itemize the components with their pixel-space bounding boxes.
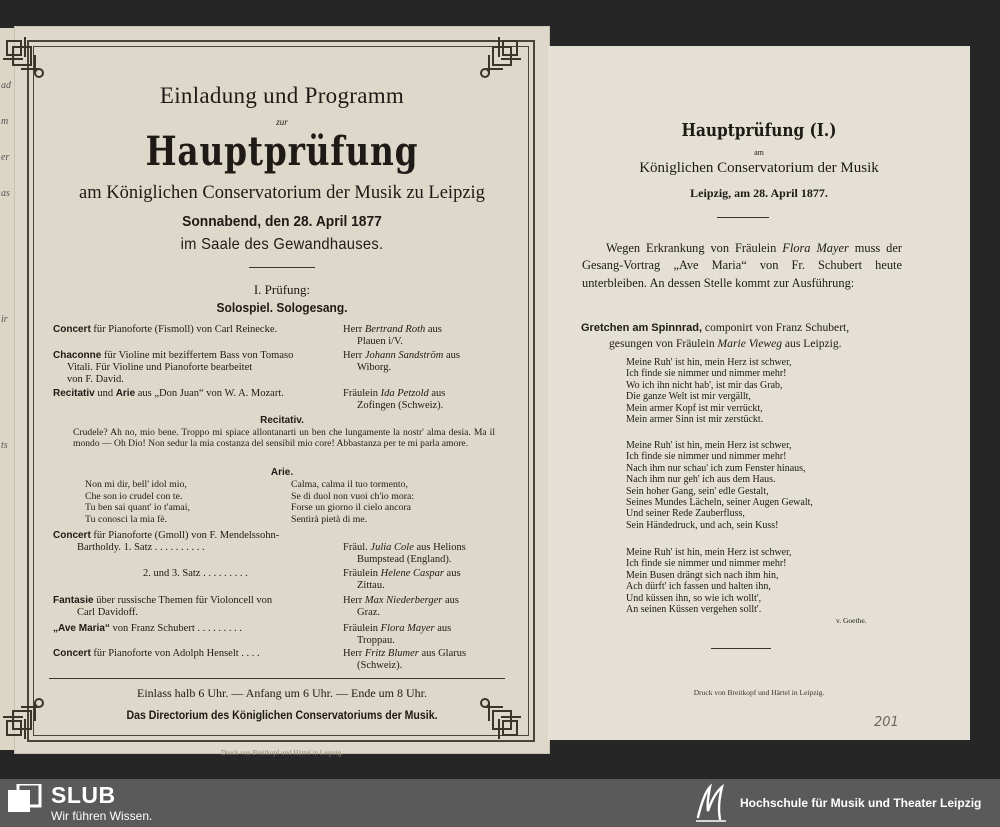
piece-description: von F. David. [67,374,124,385]
pencil-page-number: 201 [874,715,899,730]
slub-logo-icon [8,784,42,816]
poem-line: Seines Mundes Lächeln, seiner Augen Gewalt, [626,497,813,509]
ornament-corner-icon [1,695,47,741]
leader-dots: . . . . . . . . . . [154,542,205,553]
piece-description: aus „Don Juan“ von W. A. Mozart. [135,388,284,399]
performer-reinecke [343,324,495,348]
program-item-mendelssohn-2 [143,568,343,580]
piece-type: Concert [53,648,91,659]
performer-origin: Troppau. [357,635,395,646]
performer-origin: aus [443,350,460,361]
leader-dots: . . . . [241,648,260,659]
recitativ-label: Recitativ. [260,415,304,426]
am-word: am [754,148,764,157]
lyric-line: Calma, calma il tuo tormento, [291,479,408,490]
ornament-corner-icon [477,35,523,81]
poem-line: An seinen Küssen vergehen sollt'. [626,604,762,616]
performer-origin: Bumpstead (England). [357,554,452,565]
event-venue: im Saale des Gewandhauses. [180,236,384,253]
programme-page [14,26,550,757]
notice-text: muss der Gesang-Vortrag „Ave Maria“ von Fr. Schubert heute unterbleiben. An dessen Stelle kommt zur Ausführung: [582,241,902,290]
performer-name: Ida Petzold [380,388,429,399]
performer-origin: aus Glarus [418,648,467,659]
performer-title: Fräul. [343,542,371,553]
piece-description: für Pianoforte (Fismoll) von Carl Reinecke. [90,324,278,335]
leader-dots: . . . . . . . . . [197,623,242,634]
illness-notice [582,240,902,292]
piece-description: Carl Davidoff. [77,607,139,618]
poem-line: Sein Händedruck, und ach, sein Kuss! [626,519,779,531]
printer-line: Druck von Breitkopf und Härtel in Leipzig. [693,688,825,697]
hmt-logo-icon [692,781,730,825]
piece-type: „Ave Maria“ [53,623,110,634]
performer-origin: Zittau. [357,580,385,591]
performer-henselt [343,648,498,672]
notice-title: Hauptprüfung (I.) [681,120,837,141]
edge-letters: ts [1,440,8,451]
notice-date: Leipzig, am 28. April 1877. [690,186,828,200]
performer-origin: aus [443,568,461,579]
program-item-henselt [53,648,345,660]
lyric-line: Non mi dir, bell' idol mio, [85,479,187,490]
lyric-line: Che son io crudel con te. [85,490,183,502]
slub-tagline: Wir führen Wissen. [51,809,153,823]
performer-mendelssohn-1 [343,542,498,566]
notice-institution: Königlichen Conservatorium der Musik [639,160,879,176]
performer-mozart [343,388,495,412]
invitation-heading: Einladung und Programm [159,83,405,108]
piece-description: für Pianoforte von Adolph Henselt [90,648,239,659]
performer-origin: Wiborg. [357,362,392,373]
poem-line: Nach ihm nur schau' ich zum Fenster hinaus, [626,462,806,474]
piece-type: Concert [53,324,91,335]
event-times: Einlass halb 6 Uhr. — Anfang um 6 Uhr. — Ende um 8 Uhr. [137,686,427,700]
piece-type: Arie [115,388,136,399]
performer-origin: Plauen i/V. [357,336,403,347]
notice-text: Wegen Erkrankung von Fräulein [606,241,783,255]
poem-author: v. Goethe. [836,616,867,625]
performer-name: Flora Mayer [380,623,435,634]
performer-origin: aus Helions [413,542,466,553]
piece-description: Bartholdy. 1. Satz [77,542,153,553]
poem-line: Sein hoher Gang, sein' edle Gestalt, [626,485,769,497]
piece-description: über russische Themen für Violoncell von [93,595,273,606]
ornament-corner-icon [1,35,47,81]
edge-letters: as [1,188,10,199]
notice-page [548,46,970,740]
poem-stanza-2 [626,440,916,531]
exam-title: Hauptprüfung [145,128,419,175]
song-singer-text: gesungen von Fräulein [609,337,718,350]
recitativ-text: Crudele? Ah no, mio bene. Troppo mi spiace allontanarti un ben che lungamente la nostr' alma desia. Ma il mondo — Oh Dio! Non sedur la mia costanza del sensibil mio core! Abbastanza per te mi parla amore. [73,427,495,449]
performer-origin: aus [442,595,459,606]
slub-name: SLUB [51,782,116,808]
poem-stanza-3 [626,547,906,615]
divider [249,267,315,268]
performer-name: Helene Caspar [380,568,444,579]
performer-origin: Graz. [357,607,381,618]
poem-line: Wo ich ihn nicht hab', ist mir das Grab, [626,379,783,391]
poem-line: Mein armer Sinn ist mir zerstückt. [626,414,764,426]
edge-letters: ad [1,80,11,91]
piece-description: 2. und 3. Satz [143,568,201,579]
performer-name: Marie Vieweg [717,337,783,350]
performer-title: Herr [343,324,365,335]
performer-avemaria [343,623,498,647]
piece-description: für Violine mit beziffertem Bass von Tomaso [101,350,294,361]
leader-dots: . . . . . . . . . [203,568,248,579]
performer-origin: aus [434,623,452,634]
program-item-mendelssohn [53,530,353,554]
poem-line: Mein Busen drängt sich nach ihm hin, [626,569,779,581]
performer-origin: Zofingen (Schweiz). [357,400,444,411]
performer-name: Julia Cole [370,542,414,553]
performer-title: Fräulein [343,568,381,579]
piece-description: von Franz Schubert [109,623,195,634]
directorium-signature: Das Directorium des Königlichen Conservatoriums der Musik. [126,708,438,722]
performer-name: Johann Sandström [364,350,444,361]
zur-word: zur [276,117,288,127]
poem-line: Ich finde sie nimmer und nimmer mehr! [626,558,787,570]
performer-title: Herr [343,595,365,606]
piece-type: Concert [53,530,91,541]
event-date: Sonnabend, den 28. April 1877 [182,213,382,230]
replacement-song [581,320,941,351]
performer-mendelssohn-2 [343,568,498,592]
performer-origin: aus [428,388,446,399]
poem-line: Ich finde sie nimmer und nimmer mehr! [626,368,787,380]
printer-line: Druck von Breitkopf und Härtel in Leipzig. [221,749,343,757]
divider [49,678,505,679]
performer-title: Fräulein [343,388,381,399]
lyric-line: Sentirà pietà di me. [291,513,368,525]
program-item-avemaria [53,623,345,635]
song-title: Gretchen am Spinnrad, [581,322,703,334]
poem-line: Meine Ruh' ist hin, mein Herz ist schwer, [626,547,792,558]
performer-title: Herr [343,350,365,361]
piece-type: Recitativ [53,388,95,399]
arie-label: Arie. [270,467,294,478]
performer-fantasie [343,595,498,619]
poem-line: Nach ihm nur geh' ich aus dem Haus. [626,474,776,486]
lyric-line: Forse un giorno il cielo ancora [291,502,411,514]
poem-line: Ich finde sie nimmer und nimmer mehr! [626,451,787,463]
section-heading: I. Prüfung: [253,282,311,297]
divider [717,217,769,218]
performer-chaconne [343,350,495,374]
institution-line: am Königlichen Conservatorium der Musik zu Leipzig [79,183,485,203]
hmt-partner-name: Hochschule für Musik und Theater Leipzig [740,796,982,810]
poem-line: Ach dürft' ich fassen und halten ihn, [626,581,771,593]
program-item-fantasie [53,595,345,619]
piece-type: Fantasie [53,595,94,606]
performer-origin: (Schweiz). [357,660,403,671]
lyric-line: Tu ben sai quant' io t'amai, [85,502,190,514]
performer-origin: aus [425,324,442,335]
piece-description: für Pianoforte (Gmoll) von F. Mendelssohn- [90,530,280,541]
performer-name: Flora Mayer [782,241,849,255]
song-composer: componirt von Franz Schubert, [702,321,850,334]
lyric-line: Tu conosci la mia fè. [85,513,168,525]
lyric-line: Se di duol non vuoi ch'io mora: [291,490,415,502]
poem-line: Und seiner Rede Zauberfluss, [626,508,745,520]
arie-left-column [85,479,275,525]
divider [711,648,771,649]
program-item-chaconne [53,350,345,386]
piece-description: und [94,388,116,399]
arie-right-column [291,479,491,525]
performer-title: Fräulein [343,623,381,634]
poem-stanza-1 [626,357,906,425]
poem-line: Meine Ruh' ist hin, mein Herz ist schwer, [626,357,792,368]
performer-name: Bertrand Roth [364,324,426,335]
song-singer-text: aus Leipzig. [782,337,842,350]
piece-description: Vitali. Für Violine und Pianoforte bearbeitet [67,362,253,373]
section-subheading: Solospiel. Sologesang. [216,300,348,315]
poem-line: Mein armer Kopf ist mir verrückt, [626,402,763,414]
program-item-mozart [53,388,345,400]
poem-line: Die ganze Welt ist mir vergällt, [626,391,751,403]
edge-letters: m [1,116,9,127]
edge-letters: ir [1,314,8,325]
piece-type: Chaconne [53,350,102,361]
edge-letters: er [1,152,10,163]
footer-bar [0,779,1000,827]
performer-title: Herr [343,648,365,659]
performer-name: Max Niederberger [364,595,443,606]
poem-line: Meine Ruh' ist hin, mein Herz ist schwer, [626,440,792,451]
program-item-reinecke [53,324,345,336]
performer-name: Fritz Blumer [364,648,419,659]
poem-line: Und küssen ihn, so wie ich wollt', [626,592,762,604]
